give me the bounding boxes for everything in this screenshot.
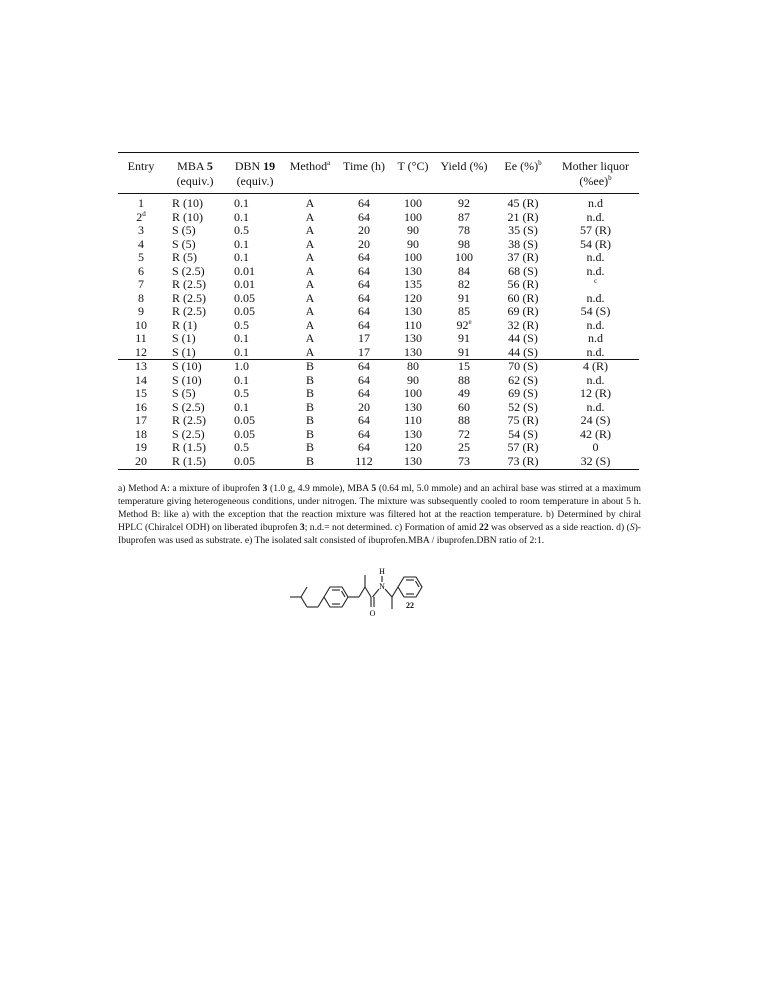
- cell-mother: n.d.: [586, 290, 605, 305]
- cell-mba: R (1.5): [172, 440, 206, 454]
- cell-dbn: 0.05: [234, 413, 255, 427]
- cell-mother: 54 (S): [580, 304, 611, 318]
- cell-entry: 4: [138, 236, 144, 251]
- compound-ref: 5: [371, 483, 377, 494]
- cell-mba: S (1): [172, 331, 196, 345]
- column-header: Time (h): [336, 153, 392, 194]
- cell-method: B: [305, 440, 314, 454]
- cell-ee: 69 (S): [508, 386, 538, 400]
- cell-mother: 54 (R): [580, 236, 611, 251]
- table-body: [118, 194, 639, 470]
- cell-entry: 2$^d$: [136, 209, 146, 224]
- cell-time: 64: [358, 196, 370, 210]
- table-row: [118, 428, 639, 442]
- cell-ee: 32 (R): [507, 317, 539, 332]
- cell-ee: 37 (R): [507, 250, 539, 264]
- cell-entry: 10: [135, 317, 147, 332]
- cell-ee: 69 (R): [507, 304, 539, 318]
- cell-ee: 21 (R): [507, 209, 539, 224]
- cell-dbn: 0.5: [234, 386, 249, 400]
- cell-mother: c: [593, 277, 598, 285]
- cell-time: 20: [358, 236, 370, 251]
- footnote-text: a) Method A: a mixture of ibuprofen: [118, 483, 263, 494]
- cell-yield: 88: [458, 413, 470, 427]
- cell-mba: S (2.5): [172, 263, 205, 278]
- cell-dbn: 0.1: [234, 250, 249, 264]
- table-row: [118, 211, 639, 225]
- cell-temp: 100: [404, 250, 422, 264]
- cell-temp: 130: [404, 344, 422, 359]
- cell-time: 20: [358, 399, 370, 414]
- cell-entry: 16: [135, 399, 147, 414]
- cell-time: 64: [358, 426, 370, 441]
- footnote-text: )-Ibuprofen was used as substrate. e) The isolated salt consisted of ibuprofen.MBA / ibuprofen.DBN ratio of 2:1.: [118, 522, 641, 546]
- cell-method: B: [284, 455, 336, 470]
- cell-temp: 130: [404, 331, 422, 345]
- cell-mba: S (2.5): [172, 399, 205, 414]
- cell-dbn: 0.05: [234, 290, 255, 305]
- cell-entry: 5: [138, 250, 144, 264]
- cell-entry: 20: [118, 455, 164, 470]
- cell-yield: 82: [458, 277, 470, 291]
- cell-temp: 90: [407, 236, 419, 251]
- cell-mba: S (5): [172, 223, 196, 237]
- cell-dbn: 0.5: [234, 317, 249, 332]
- cell-ee: 45 (R): [507, 196, 539, 210]
- cell-mother: 0: [592, 440, 599, 454]
- cell-yield: 87: [458, 209, 470, 224]
- cell-entry: 7: [138, 277, 144, 291]
- compound-ref: 3: [299, 522, 305, 533]
- cell-temp: 90: [407, 372, 419, 387]
- cell-mother: 57 (R): [580, 223, 611, 237]
- cell-dbn: 0.5: [234, 223, 249, 237]
- cell-mother: 24 (S): [580, 413, 611, 427]
- cell-ee: 56 (R): [507, 277, 539, 291]
- table-row: [118, 346, 639, 360]
- cell-mba: R (2.5): [172, 413, 206, 427]
- cell-mba: S (1): [172, 344, 196, 359]
- cell-mba: R (10): [172, 196, 203, 210]
- cell-mother: 42 (R): [580, 426, 611, 441]
- column-header: Entry: [118, 153, 164, 194]
- cell-ee: 75 (R): [507, 413, 539, 427]
- cell-mother: n.d.: [586, 317, 605, 332]
- cell-mother: n.d.: [586, 263, 605, 278]
- cell-mother: n.d: [588, 331, 603, 345]
- cell-method: A: [305, 263, 315, 278]
- cell-yield: 78: [458, 223, 470, 237]
- column-header: T (°C): [392, 153, 434, 194]
- cell-yield: 98: [458, 236, 470, 251]
- cell-mba: R (2.5): [172, 277, 206, 291]
- results-table: [118, 152, 639, 470]
- cell-yield: 15: [434, 360, 494, 374]
- cell-temp: 135: [404, 277, 422, 291]
- cell-entry: 12: [135, 344, 147, 359]
- header-row: [118, 153, 639, 194]
- cell-method: A: [305, 344, 315, 359]
- cell-temp: 100: [404, 209, 422, 224]
- table-row: [118, 224, 639, 238]
- cell-mba: R (2.5): [172, 304, 206, 318]
- cell-yield: 100: [455, 250, 473, 264]
- cell-mother: 4 (R): [552, 360, 639, 374]
- table-row: [118, 278, 639, 292]
- cell-yield: 73: [434, 455, 494, 470]
- cell-temp: 90: [407, 223, 419, 237]
- cell-method: B: [305, 426, 314, 441]
- cell-temp: 130: [404, 304, 422, 318]
- table-row: [118, 360, 639, 374]
- cell-method: A: [305, 290, 315, 305]
- cell-time: 64: [358, 277, 370, 291]
- amide-22-structure: [288, 560, 508, 620]
- cell-method: B: [305, 386, 314, 400]
- cell-entry: 15: [135, 386, 147, 400]
- cell-ee: 44 (S): [508, 331, 538, 345]
- column-header: MBA 5 (equiv.): [164, 153, 226, 194]
- table-row: [118, 305, 639, 319]
- cell-entry: 11: [135, 331, 147, 345]
- table-row: [118, 238, 639, 252]
- cell-yield: 85: [458, 304, 470, 318]
- cell-method: A: [305, 304, 315, 318]
- cell-time: 64: [358, 440, 370, 454]
- column-header: Method$^a$: [284, 153, 336, 194]
- cell-mba: R (1.5): [164, 455, 226, 470]
- cell-temp: 130: [404, 399, 422, 414]
- cell-mother: n.d.: [586, 344, 605, 359]
- table-row: [118, 194, 639, 211]
- cell-mba: S (5): [172, 236, 196, 251]
- cell-dbn: 1.0: [226, 360, 284, 374]
- cell-time: 64: [336, 360, 392, 374]
- cell-yield: 91: [458, 344, 470, 359]
- cell-mother: n.d.: [586, 209, 605, 224]
- cell-time: 64: [358, 386, 370, 400]
- cell-method: B: [284, 360, 336, 374]
- compound-number-label: 22: [406, 601, 414, 610]
- cell-time: 64: [358, 250, 370, 264]
- table-row: [118, 441, 639, 455]
- footnote-text: was observed as a side reaction. d) (: [488, 522, 630, 533]
- cell-ee: 73 (R): [494, 455, 552, 470]
- cell-entry: 13: [118, 360, 164, 374]
- cell-ee: 68 (S): [508, 263, 538, 278]
- cell-ee: 57 (R): [507, 440, 539, 454]
- cell-dbn: 0.5: [234, 440, 249, 454]
- cell-time: 64: [358, 317, 370, 332]
- table-row: [118, 265, 639, 279]
- cell-dbn: 0.1: [234, 236, 249, 251]
- cell-method: A: [305, 209, 315, 224]
- cell-yield: 88: [458, 372, 470, 387]
- cell-mba: S (10): [172, 372, 202, 387]
- cell-yield: 60: [458, 399, 470, 414]
- cell-mother: 12 (R): [580, 386, 611, 400]
- cell-temp: 130: [392, 455, 434, 470]
- cell-dbn: 0.01: [234, 277, 255, 291]
- cell-method: B: [305, 413, 314, 427]
- cell-dbn: 0.1: [234, 209, 249, 224]
- cell-dbn: 0.1: [234, 331, 249, 345]
- footnote-text: (1.0 g, 4.9 mmole), MBA: [267, 483, 372, 494]
- table-row: [118, 455, 639, 470]
- cell-entry: 1: [138, 196, 144, 210]
- cell-temp: 110: [404, 317, 422, 332]
- cell-entry: 3: [138, 223, 144, 237]
- cell-method: A: [305, 317, 315, 332]
- table-row: [118, 251, 639, 265]
- cell-mba: S (5): [172, 386, 196, 400]
- table-row: [118, 387, 639, 401]
- cell-time: 64: [358, 304, 370, 318]
- cell-mba: R (1): [172, 317, 197, 332]
- atom-o-label: O: [369, 609, 376, 618]
- table-row: [118, 332, 639, 346]
- cell-ee: 38 (S): [508, 236, 538, 251]
- table-row: [118, 319, 639, 333]
- cell-mother: n.d: [588, 196, 603, 210]
- stereo-descriptor: S: [629, 522, 635, 533]
- cell-dbn: 0.1: [234, 399, 249, 414]
- cell-entry: 9: [138, 304, 144, 318]
- cell-mba: S (2.5): [172, 426, 205, 441]
- cell-time: 64: [358, 290, 370, 305]
- cell-entry: 6: [138, 263, 144, 278]
- cell-temp: 130: [404, 426, 422, 441]
- footnote-text: (0.64 ml, 5.0 mmole) and an achiral base was stirred at a maximum temperature giving heterogeneous conditions, under nitrogen. The mixture was subsequently cooled to room temperature in about 5 h. Method B: like a) with the exception that the reaction mixture was filtered hot at the reaction temperature. b) Determined by chiral HPLC (Chiralcel ODH) on liberated ibuprofen: [118, 483, 641, 533]
- cell-dbn: 0.1: [234, 372, 249, 387]
- cell-time: 112: [336, 455, 392, 470]
- cell-yield: 84: [458, 263, 470, 278]
- column-header: Yield (%): [434, 153, 494, 194]
- cell-mother: n.d.: [586, 372, 605, 387]
- cell-temp: 120: [404, 290, 422, 305]
- compound-ref: 3: [262, 483, 268, 494]
- cell-dbn: 0.05: [226, 455, 284, 470]
- cell-method: B: [305, 399, 314, 414]
- table-row: [118, 292, 639, 306]
- cell-entry: 14: [135, 372, 147, 387]
- cell-ee: 35 (S): [508, 223, 538, 237]
- cell-dbn: 0.1: [234, 196, 249, 210]
- cell-method: A: [305, 331, 315, 345]
- table-header: [118, 153, 639, 194]
- cell-yield: 92e: [456, 317, 472, 332]
- cell-ee: 52 (S): [508, 399, 538, 414]
- cell-mba: S (10): [164, 360, 226, 374]
- cell-yield: 91: [458, 331, 470, 345]
- cell-dbn: 0.01: [234, 263, 255, 278]
- column-header: Mother liquor $(\%ee)^b$: [552, 153, 639, 194]
- cell-ee: 62 (S): [508, 372, 538, 387]
- cell-entry: 17: [135, 413, 147, 427]
- cell-time: 64: [358, 413, 370, 427]
- cell-mother: n.d.: [586, 399, 605, 414]
- cell-time: 64: [358, 209, 370, 224]
- column-header: Ee (%)$^b$: [494, 153, 552, 194]
- table-row: [118, 414, 639, 428]
- cell-yield: 49: [458, 386, 470, 400]
- cell-ee: 70 (S): [494, 360, 552, 374]
- table-footnote: [118, 482, 641, 547]
- cell-ee: 44 (S): [508, 344, 538, 359]
- cell-mother: 32 (S): [552, 455, 639, 470]
- cell-time: 64: [358, 263, 370, 278]
- cell-method: A: [305, 196, 315, 210]
- cell-time: 17: [358, 344, 370, 359]
- cell-mba: R (10): [172, 209, 203, 224]
- cell-yield: 92: [458, 196, 470, 210]
- cell-ee: 54 (S): [508, 426, 538, 441]
- atom-n-label: N: [379, 582, 385, 591]
- cell-yield: 91: [458, 290, 470, 305]
- footnote-text: ; n.d.= not determined. c) Formation of amid: [304, 522, 480, 533]
- cell-mba: R (5): [172, 250, 197, 264]
- cell-temp: 130: [404, 263, 422, 278]
- atom-h-label: H: [379, 567, 385, 576]
- cell-temp: 80: [392, 360, 434, 374]
- cell-time: 20: [358, 223, 370, 237]
- column-header: DBN 19 (equiv.): [226, 153, 284, 194]
- cell-method: A: [305, 277, 315, 291]
- table-row: [118, 374, 639, 388]
- cell-temp: 100: [404, 386, 422, 400]
- cell-dbn: 0.05: [234, 426, 255, 441]
- cell-time: 17: [358, 331, 370, 345]
- cell-entry: 19: [135, 440, 147, 454]
- cell-ee: 60 (R): [507, 290, 539, 305]
- cell-time: 64: [358, 372, 370, 387]
- cell-entry: 18: [135, 426, 147, 441]
- cell-method: B: [305, 372, 314, 387]
- cell-method: A: [305, 223, 315, 237]
- cell-temp: 110: [404, 413, 422, 427]
- cell-yield: 72: [458, 426, 470, 441]
- cell-mba: R (2.5): [172, 290, 206, 305]
- cell-temp: 100: [404, 196, 422, 210]
- cell-yield: 25: [458, 440, 470, 454]
- cell-temp: 120: [404, 440, 422, 454]
- table-row: [118, 401, 639, 415]
- cell-method: A: [305, 250, 315, 264]
- compound-ref: 22: [479, 522, 489, 533]
- cell-method: A: [305, 236, 315, 251]
- cell-dbn: 0.1: [234, 344, 249, 359]
- cell-mother: n.d.: [586, 250, 605, 264]
- cell-entry: 8: [138, 290, 144, 305]
- cell-dbn: 0.05: [234, 304, 255, 318]
